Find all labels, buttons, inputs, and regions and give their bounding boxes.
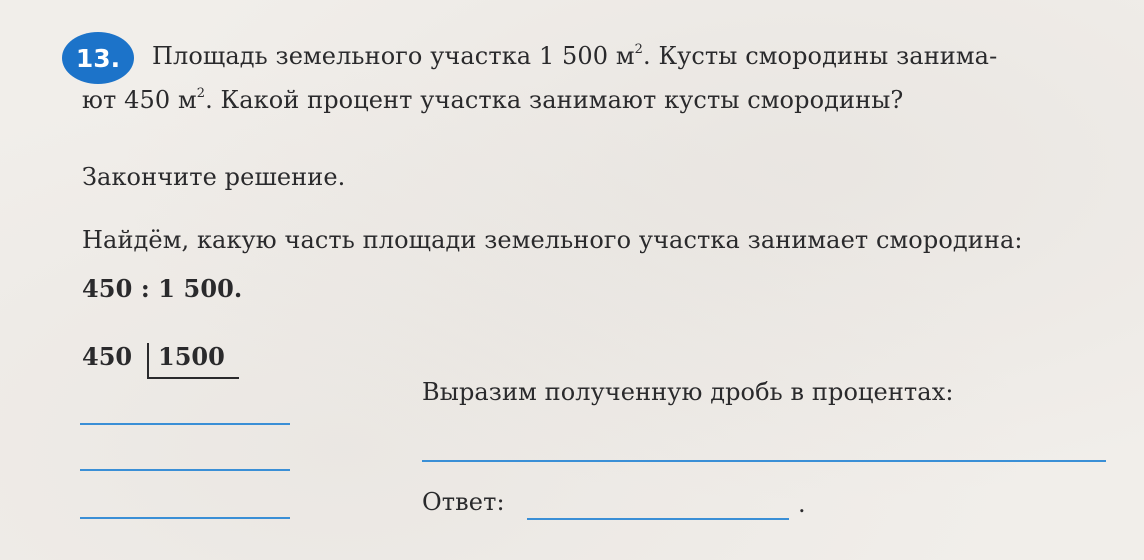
find-part-text: Найдём, какую часть площади земельного участка занимает смородина: <box>82 226 1023 254</box>
dividend: 450 <box>82 342 133 371</box>
task-line-2-start: ют 450 м <box>82 86 197 114</box>
division-vertical-line <box>147 343 149 379</box>
answer-period: . <box>798 490 806 518</box>
task-line-2-end: . Какой процент участка занимают кусты смородины? <box>205 86 904 114</box>
percent-prompt: Выразим полученную дробь в процентах: <box>422 378 954 406</box>
task-line-1-text: Площадь земельного участка 1 500 м <box>152 42 635 70</box>
task-line-1-end: . Кусты смородины занима- <box>643 42 998 70</box>
squared-superscript: 2 <box>196 86 206 101</box>
task-number: 13. <box>75 43 121 73</box>
work-blank-line-2[interactable] <box>80 469 290 471</box>
task-line-1 <box>152 42 997 70</box>
work-blank-line-3[interactable] <box>80 517 290 519</box>
task-line-2 <box>82 86 903 114</box>
work-blank-line-1[interactable] <box>80 423 290 425</box>
percent-blank-line[interactable] <box>422 460 1106 462</box>
task-number-badge <box>62 32 134 84</box>
squared-superscript: 2 <box>634 42 644 57</box>
answer-blank-line[interactable] <box>527 518 789 520</box>
finish-instruction: Закончите решение. <box>82 163 346 191</box>
division-expression: 450 : 1 500. <box>82 274 243 303</box>
division-horizontal-line <box>147 377 239 379</box>
divisor: 1500 <box>158 342 225 371</box>
answer-label: Ответ: <box>422 488 505 516</box>
